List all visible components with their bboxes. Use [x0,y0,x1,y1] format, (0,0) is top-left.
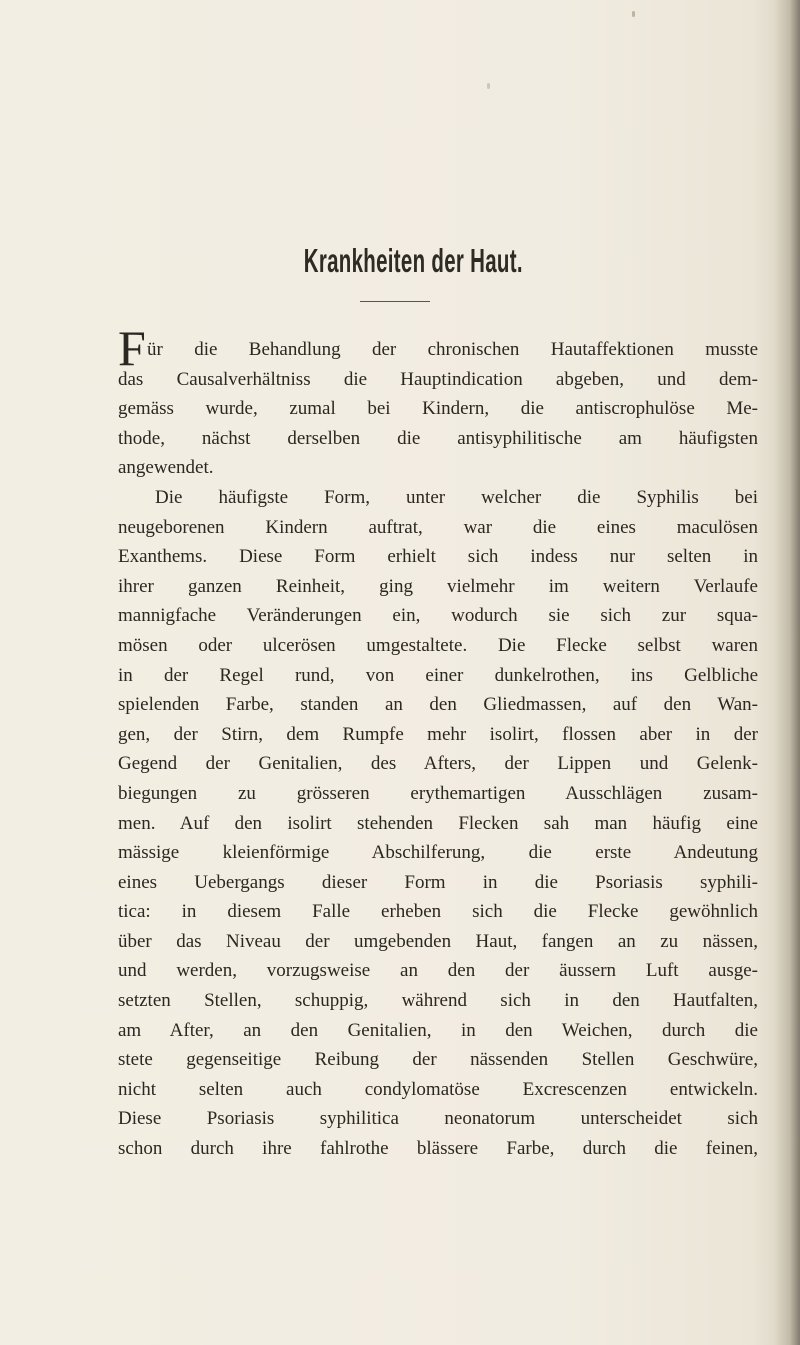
text-line: tica: in diesem Falle erheben sich die Flecke gewöhnlich [118,901,758,923]
text-line: schon durch ihre fahlrothe blässere Farbe, durch die feinen, [118,1138,758,1160]
text-line: biegungen zu grösseren erythemartigen Ausschlägen zusam- [118,782,758,804]
text-line: und werden, vorzugsweise an den der äussern Luft ausge- [118,960,758,982]
drop-cap: F [118,320,146,376]
text-line: stete gegenseitige Reibung der nässenden Stellen Geschwüre, [118,1049,758,1071]
chapter-heading: Krankheiten der Haut. [303,242,523,279]
text-line: Diese Psoriasis syphilitica neonatorum unterscheidet sich [118,1108,758,1130]
heading-rule [360,301,430,302]
paper-speck [487,83,490,89]
text-line: mannigfache Veränderungen ein, wodurch sie sich zur squa- [118,605,758,627]
text-line: spielenden Farbe, standen an den Gliedmassen, auf den Wan- [118,694,758,716]
paragraph-2 [118,483,758,1164]
text-line: neugeborenen Kindern auftrat, war die eines maculösen [118,516,758,538]
text-line: über das Niveau der umgebenden Haut, fangen an zu nässen, [118,930,758,952]
text-line: eines Uebergangs dieser Form in die Psoriasis syphili- [118,871,758,893]
text-line: gen, der Stirn, dem Rumpfe mehr isolirt, flossen aber in der [118,723,758,745]
text-line: thode, nächst derselben die antisyphilitische am häufigsten [118,427,758,449]
text-line: gemäss wurde, zumal bei Kindern, die antiscrophulöse Me- [118,398,758,420]
text-line: am After, an den Genitalien, in den Weichen, durch die [118,1019,758,1041]
text-line: Gegend der Genitalien, des Afters, der Lippen und Gelenk- [118,753,758,775]
text-line: Exanthems. Diese Form erhielt sich indess nur selten in [118,546,758,568]
text-line: ür die Behandlung der chronischen Hautaffektionen musste [147,339,758,360]
text-line: setzten Stellen, schuppig, während sich in den Hautfalten, [118,990,758,1012]
body-text [118,335,758,1164]
text-line: ihrer ganzen Reinheit, ging vielmehr im weitern Verlaufe [118,575,758,597]
text-line: men. Auf den isolirt stehenden Flecken sah man häufig eine [118,812,758,834]
text-line: Die häufigste Form, unter welcher die Syphilis bei [155,486,758,508]
page-edge-shadow [774,0,800,1345]
text-line: nicht selten auch condylomatöse Excrescenzen entwickeln. [118,1078,758,1100]
text-line: mässige kleienförmige Abschilferung, die erste Andeutung [118,842,758,864]
text-line: mösen oder ulcerösen umgestaltete. Die Flecke selbst waren [118,634,758,656]
paper-speck [632,11,635,17]
text-line: das Causalverhältniss die Hauptindication abgeben, und dem- [118,368,758,390]
text-line: angewendet. [118,457,214,479]
paragraph-1 [118,335,758,483]
text-line: in der Regel rund, von einer dunkelrothen, ins Gelbliche [118,664,758,686]
